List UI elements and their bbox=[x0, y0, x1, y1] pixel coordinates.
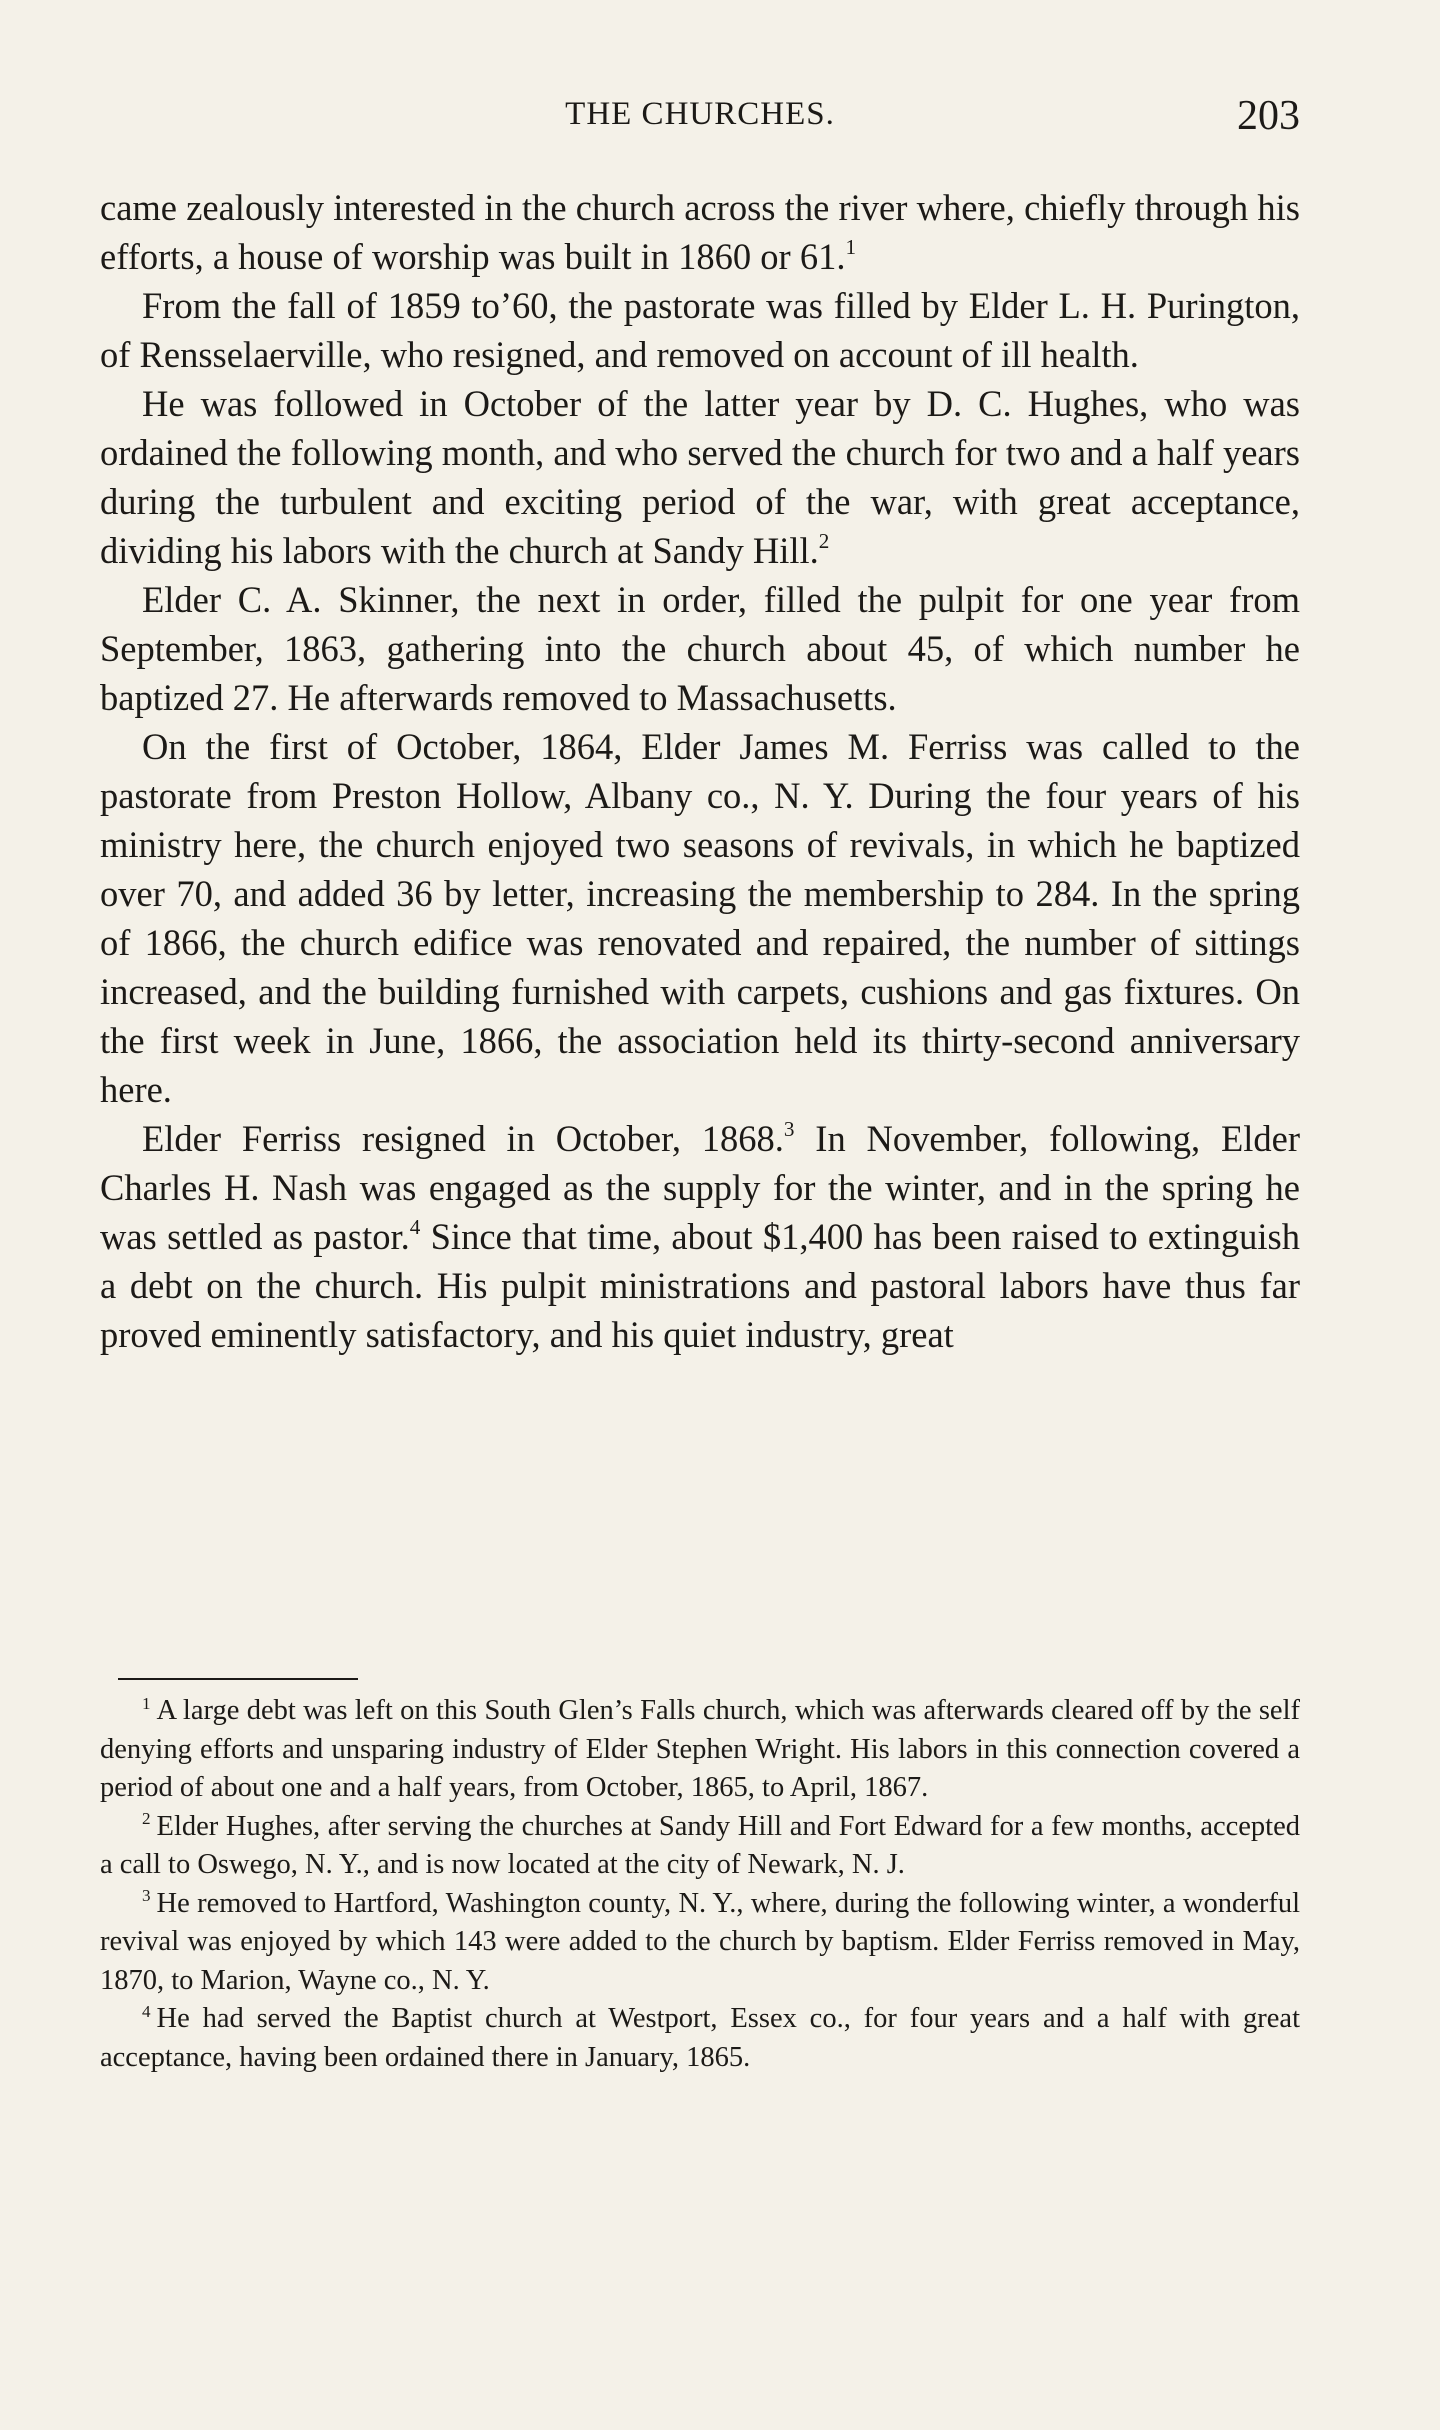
footnote-1-text: A large debt was left on this South Glen’s Falls church, which was afterwards cleared off by the self denying efforts and unsparing industry of Elder Stephen Wright. His labors in this connection covered a period of about one and a half years, from October, 1865, to April, 1867. bbox=[100, 1695, 1300, 1803]
paragraph-3 bbox=[100, 379, 1300, 575]
running-title: THE CHURCHES. bbox=[565, 96, 835, 132]
running-head bbox=[100, 93, 1300, 146]
paragraph-2-text: From the fall of 1859 to’60, the pastorate was filled by Elder L. H. Purington, of Rensselaerville, who resigned, and removed on account of ill health. bbox=[100, 285, 1300, 375]
page-number: 203 bbox=[1237, 93, 1300, 139]
footnotes bbox=[100, 1692, 1300, 2077]
footnote-2-mark: 2 bbox=[142, 1809, 151, 1829]
paragraph-6 bbox=[100, 1114, 1300, 1359]
footnote-divider bbox=[118, 1678, 358, 1680]
paragraph-1-text: came zealously interested in the church across the river where, chiefly through his efforts, a house of worship was built in 1860 or 61. bbox=[100, 187, 1300, 277]
paragraph-6-text-a: Elder Ferriss resigned in October, 1868. bbox=[142, 1118, 784, 1159]
paragraph-3-text: He was followed in October of the latter year by D. C. Hughes, who was ordained the following month, and who served the church for two and a half years during the turbulent and exciting period of the war, with great acceptance, dividing his labors with the church at Sandy Hill. bbox=[100, 383, 1300, 571]
footnote-3 bbox=[100, 1885, 1300, 2001]
footnote-1-mark: 1 bbox=[142, 1693, 151, 1713]
footnote-ref-4: 4 bbox=[409, 1215, 421, 1240]
paragraph-5-text: On the first of October, 1864, Elder James M. Ferriss was called to the pastorate from Preston Hollow, Albany co., N. Y. During the four years of his ministry here, the church enjoyed two seasons of revivals, in which he baptized over 70, and added 36 by letter, increasing the membership to 284. In the spring of 1866, the church edifice was renovated and repaired, the number of sittings increased, and the building furnished with carpets, cushions and gas fixtures. On the first week in June, 1866, the association held its thirty-second anniversary here. bbox=[100, 726, 1300, 1110]
footnote-2-text: Elder Hughes, after serving the churches at Sandy Hill and Fort Edward for a few months, accepted a call to Oswego, N. Y., and is now located at the city of Newark, N. J. bbox=[100, 1810, 1300, 1880]
paragraph-5 bbox=[100, 722, 1300, 1114]
paragraph-6-text-b: In November, following, Elder Charles H. Nash was engaged as the supply for the winter, and in the spring he was settled as pastor. bbox=[100, 1118, 1300, 1257]
footnote-3-text: He removed to Hartford, Washington county, N. Y., where, during the following winter, a wonderful revival was enjoyed by which 143 were added to the church by baptism. Elder Ferriss removed in May, 1870, to Marion, Wayne co., N. Y. bbox=[100, 1887, 1300, 1996]
footnote-1 bbox=[100, 1692, 1300, 1808]
footnote-2 bbox=[100, 1808, 1300, 1885]
paragraph-4-text: Elder C. A. Skinner, the next in order, filled the pulpit for one year from September, 1863, gathering into the church about 45, of which number he baptized 27. He afterwards removed to Massachusetts. bbox=[100, 579, 1300, 718]
footnote-4 bbox=[100, 2000, 1300, 2077]
paragraph-6-text-c: Since that time, about $1,400 has been raised to extinguish a debt on the church. His pulpit ministrations and pastoral labors have thus far proved eminently satisfactory, and his quiet industry, great bbox=[100, 1216, 1300, 1355]
footnote-ref-2: 2 bbox=[818, 529, 830, 554]
footnote-4-mark: 4 bbox=[142, 2001, 151, 2021]
footnote-3-mark: 3 bbox=[142, 1886, 151, 1906]
body-text bbox=[100, 183, 1300, 1359]
paragraph-1 bbox=[100, 183, 1300, 281]
paragraph-4 bbox=[100, 575, 1300, 722]
paragraph-2 bbox=[100, 281, 1300, 379]
footnote-ref-3: 3 bbox=[783, 1117, 795, 1142]
footnote-ref-1: 1 bbox=[845, 235, 857, 260]
footnote-4-text: He had served the Baptist church at Westport, Essex co., for four years and a half with great acceptance, having been ordained there in January, 1865. bbox=[100, 2003, 1300, 2073]
